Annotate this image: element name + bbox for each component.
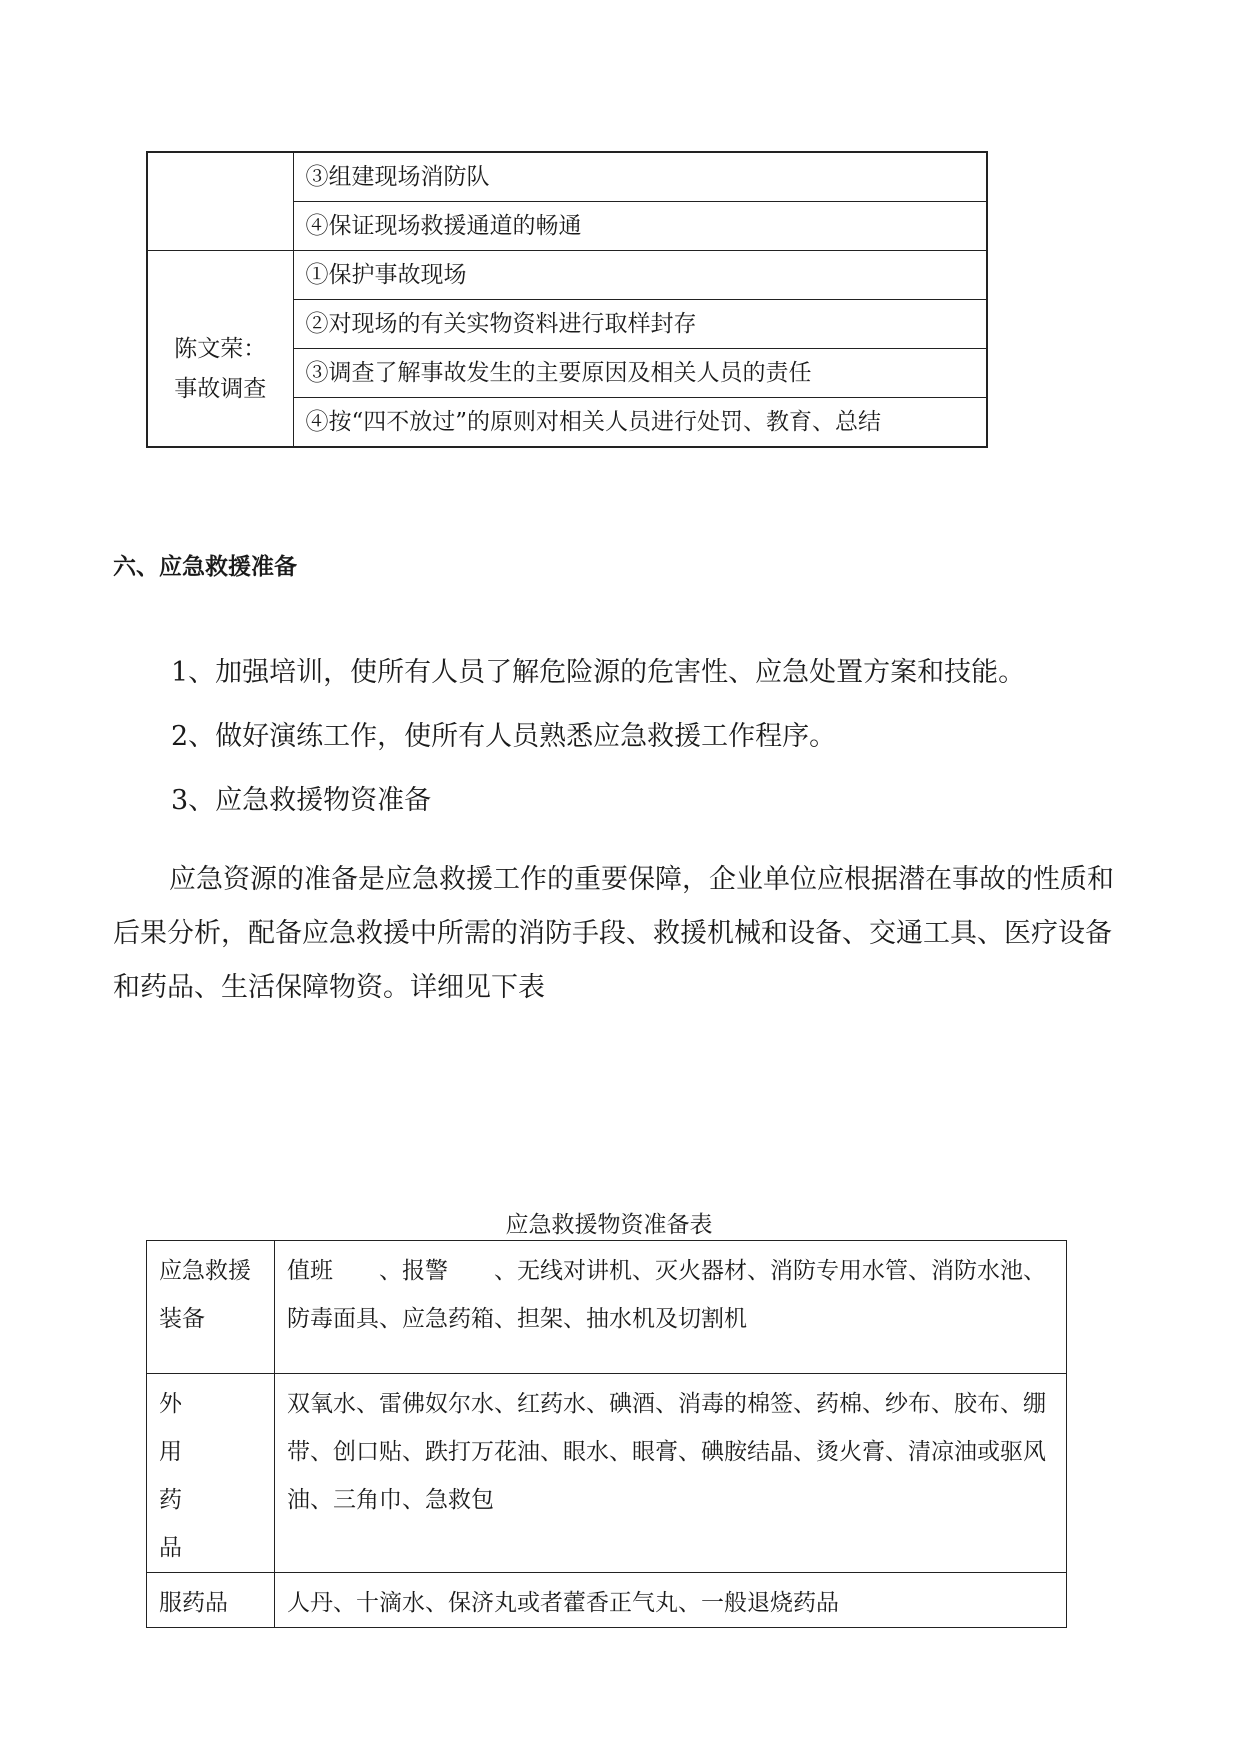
section-heading: 六、应急救援准备 xyxy=(113,554,297,580)
table-row xyxy=(147,1241,1067,1374)
table-row xyxy=(147,1573,1067,1628)
supplies-table xyxy=(146,1240,1067,1628)
task-cell: ③组建现场消防队 xyxy=(293,152,987,202)
category-cell: 服药品 xyxy=(147,1573,275,1628)
table-row xyxy=(147,152,987,202)
task-cell: ②对现场的有关实物资料进行取样封存 xyxy=(293,300,987,349)
role-name: 陈文荣： xyxy=(174,335,267,362)
task-cell: ④保证现场救援通道的畅通 xyxy=(293,202,987,251)
task-cell: ①保护事故现场 xyxy=(293,251,987,300)
responsibility-table xyxy=(146,151,988,448)
category-cell: 外用药品 xyxy=(147,1374,275,1573)
items-cell: 人丹、十滴水、保济丸或者藿香正气丸、一般退烧药品 xyxy=(275,1573,1067,1628)
list-item: 2、做好演练工作，使所有人员熟悉应急救援工作程序。 xyxy=(171,721,837,752)
task-cell: ③调查了解事故发生的主要原因及相关人员的责任 xyxy=(293,349,987,398)
table-row xyxy=(147,251,987,300)
list-item: 1、加强培训，使所有人员了解危险源的危害性、应急处置方案和技能。 xyxy=(171,657,1026,688)
task-cell: ④按“四不放过”的原则对相关人员进行处罚、教育、总结 xyxy=(293,398,987,448)
list-item: 3、应急救援物资准备 xyxy=(171,785,432,816)
body-paragraph: 应急资源的准备是应急救援工作的重要保障，企业单位应根据潜在事故的性质和后果分析，配备应急救援中所需的消防手段、救援机械和设备、交通工具、医疗设备和药品、生活保障物资。详细见下表 xyxy=(113,864,1114,1003)
items-cell: 双氧水、雷佛奴尔水、红药水、碘酒、消毒的棉签、药棉、纱布、胶布、绷带、创口贴、跌打万花油、眼水、眼膏、碘胺结晶、烫火膏、清凉油或驱风油、三角巾、急救包 xyxy=(275,1374,1067,1573)
category-cell: 应急救援装备 xyxy=(147,1241,275,1374)
role-cell xyxy=(147,251,293,448)
role-duty: 事故调查 xyxy=(174,375,267,402)
items-cell: 值班 、报警 、无线对讲机、灭火器材、消防专用水管、消防水池、防毒面具、应急药箱、担架、抽水机及切割机 xyxy=(275,1241,1067,1374)
table-caption: 应急救援物资准备表 xyxy=(505,1212,713,1238)
table-row xyxy=(147,1374,1067,1573)
role-cell xyxy=(147,152,293,251)
